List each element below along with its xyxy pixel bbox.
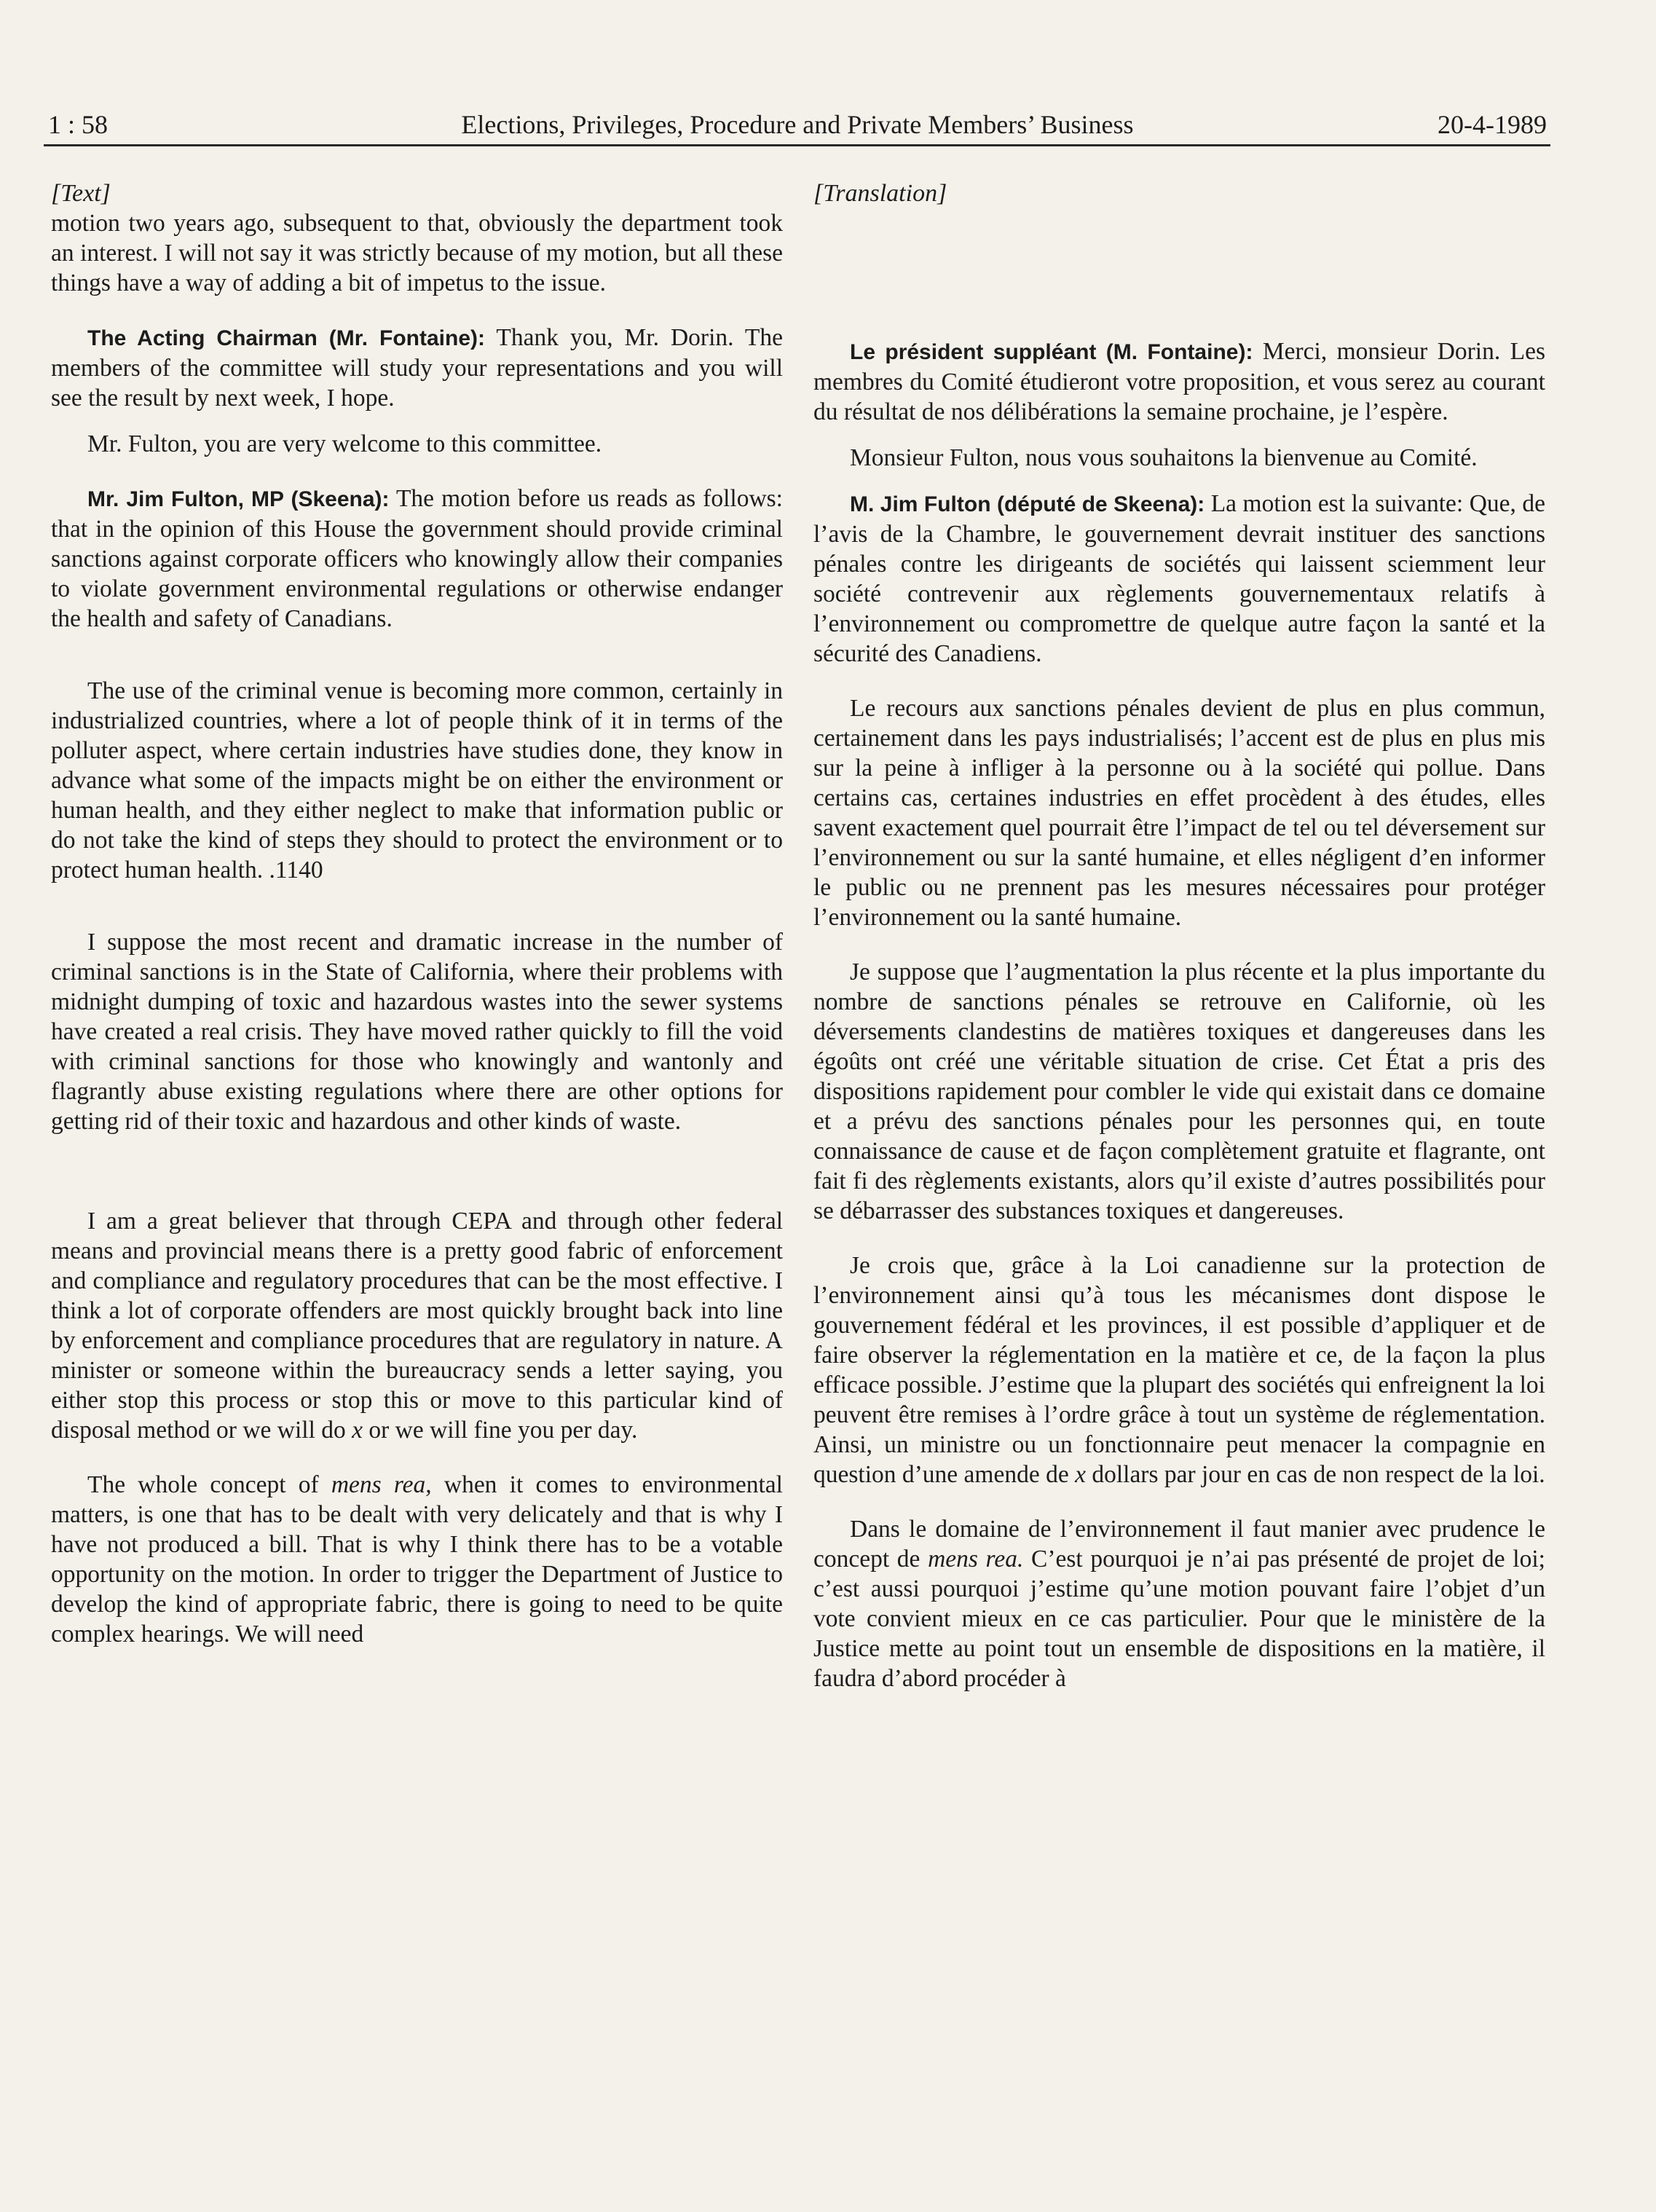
paragraph: [813, 1251, 1545, 1489]
page-header: [48, 109, 1547, 146]
paragraph: [813, 489, 1545, 669]
speech-text: The motion before us reads as follows: that in the opinion of this House the government should provide criminal sanctions against corporate officers who knowingly allow their companies to violate government environmental regulations or otherwise endanger the health and safety of Canadians.: [51, 485, 783, 632]
column-tag: [Translation]: [813, 180, 947, 207]
speech-text: C’est pourquoi je n’ai pas présenté de projet de loi; c’est aussi pourquoi j’estime qu’une motion pouvant faire l’objet d’un vote convient mieux en ce cas particulier. Pour que le ministère de la Justice mette au point tout un ensemble de dispositions en la matière, il faudra d’abord procéder à: [813, 1546, 1545, 1692]
paragraph: Le recours aux sanctions pénales devient de plus en plus commun, certainement dans les pays industrialisés; l’accent est de plus en plus mis sur la peine à infliger à la personne ou à la société qui pollue. Dans certains cas, certaines industries en effet procèdent à des études, elles savent exactement quel pourrait être l’impact de tel ou tel déversement sur l’environnement ou sur la santé humaine, et elles négligent d’en informer le public ou ne prennent pas les mesures nécessaires pour protéger l’environnement ou la santé humaine.: [813, 695, 1545, 931]
paragraph: The use of the criminal venue is becoming more common, certainly in industrialized countries, where a lot of people think of it in terms of the polluter aspect, where certain industries have studies done, they know in advance what some of the impacts might be on either the environment or human health, and they either neglect to make that information public or do not take the kind of steps they should to protect the environment or to protect human health. .1140: [51, 677, 783, 883]
speech-text: Merci, monsieur Dorin. Les membres du Comité étudieront votre proposition, et vous serez au courant du résultat de nos délibérations la semaine prochaine, je l’espère.: [813, 338, 1545, 425]
paragraph: [51, 1206, 783, 1445]
header-date: 20-4-1989: [1438, 110, 1547, 139]
running-title: Elections, Privileges, Procedure and Private Members’ Business: [461, 110, 1134, 139]
latin-term: mens rea.: [928, 1546, 1024, 1573]
paragraph: Monsieur Fulton, nous vous souhaitons la bienvenue au Comité.: [850, 444, 1478, 471]
paragraph: I suppose the most recent and dramatic increase in the number of criminal sanctions is in the State of California, where their problems with midnight dumping of toxic and hazardous wastes into the sewer systems have created a real crisis. They have moved rather quickly to fill the void with criminal sanctions for those who knowingly and wantonly and flagrantly abuse existing regulations where there are other options for getting rid of their toxic and hazardous and other kinds of waste.: [51, 929, 783, 1135]
paragraph: motion two years ago, subsequent to that, obviously the department took an interest. I will not say it was strictly because of my motion, but all these things have a way of adding a bit of impetus to the issue.: [51, 210, 783, 296]
french-column: [813, 178, 1545, 1693]
paragraph: [51, 1470, 783, 1649]
paragraph: Je suppose que l’augmentation la plus récente et la plus importante du nombre de sanctions pénales se retrouve en Californie, où les déversements clandestins de matières toxiques et dangereuses dans les égoûts ont créé une véritable situation de crise. Cet État a pris des dispositions rapidement pour combler le vide qui existait dans ce domaine et a prévu des sanctions pénales pour les personnes qui, en toute connaissance de cause et de façon complètement gratuite et flagrante, ont fait fi des règlements existants, alors qu’il existe d’autres possibilités pour se débarrasser des substances toxiques et dangereuses.: [813, 959, 1545, 1224]
speaker-name: M. Jim Fulton (député de Skeena):: [850, 492, 1205, 516]
latin-term: mens rea,: [331, 1471, 432, 1498]
speech-text: dollars par jour en cas de non respect de la loi.: [1085, 1461, 1545, 1488]
speech-text: La motion est la suivante: Que, de l’avis de la Chambre, le gouvernement devrait instituer des sanctions pénales contre les dirigeants de sociétés qui laissent sciemment leur société contrevenir aux règlements gouvernementaux relatifs à l’environnement ou compromettre de quelque autre façon la santé et la sécurité des Canadiens.: [813, 490, 1545, 667]
variable-x: x: [1075, 1461, 1086, 1488]
speech-text: The whole concept of: [87, 1471, 331, 1498]
speaker-name: Mr. Jim Fulton, MP (Skeena):: [87, 487, 390, 511]
speaker-name: The Acting Chairman (Mr. Fontaine):: [87, 326, 485, 350]
header-rule: [44, 144, 1550, 146]
speech-text: when it comes to environmental matters, is one that has to be dealt with very delicately and that is why I have not produced a bill. That is why I think there has to be a votable opportunity on the motion. In order to trigger the Department of Justice to develop the kind of appropriate fabric, there is going to need to be quite complex hearings. We will need: [51, 1471, 783, 1648]
english-column: [51, 178, 783, 1649]
speech-text: Dans le domaine de l’environnement il faut manier avec prudence le concept de: [813, 1516, 1545, 1573]
speaker-name: Le président suppléant (M. Fontaine):: [850, 340, 1253, 364]
paragraph: [813, 336, 1545, 427]
paragraph: [813, 1514, 1545, 1693]
column-tag: [Text]: [51, 180, 111, 207]
speech-text: I am a great believer that through CEPA and through other federal means and provincial means there is a pretty good fabric of enforcement and compliance and regulatory procedures that can be the most effective. I think a lot of corporate offenders are most quickly brought back into line by enforcement and compliance procedures that are regulatory in nature. A minister or someone within the bureaucracy sends a letter saying, you either stop this process or stop this or move to this particular kind of disposal method or we will do: [51, 1208, 783, 1444]
page-number: 1 : 58: [48, 110, 109, 139]
paragraph: Mr. Fulton, you are very welcome to this committee.: [87, 430, 602, 457]
variable-x: x: [352, 1417, 363, 1444]
paragraph: [51, 484, 783, 634]
speech-text: or we will fine you per day.: [363, 1417, 638, 1444]
paragraph: [51, 323, 783, 413]
speech-text: Thank you, Mr. Dorin. The members of the committee will study your representations and you will see the result by next week, I hope.: [51, 324, 783, 412]
speech-text: Je crois que, grâce à la Loi canadienne sur la protection de l’environnement ainsi qu’à tous les mécanismes dont dispose le gouvernement fédéral et les provinces, il est possible d’appliquer et de faire observer la réglementation en la matière et ce, de la façon la plus efficace possible. J’estime que la plupart des sociétés qui enfreignent la loi peuvent être remises à l’ordre grâce à tout un système de réglementation. Ainsi, un ministre ou un fonctionnaire peut menacer la compagnie en question d’une amende de: [813, 1252, 1545, 1488]
